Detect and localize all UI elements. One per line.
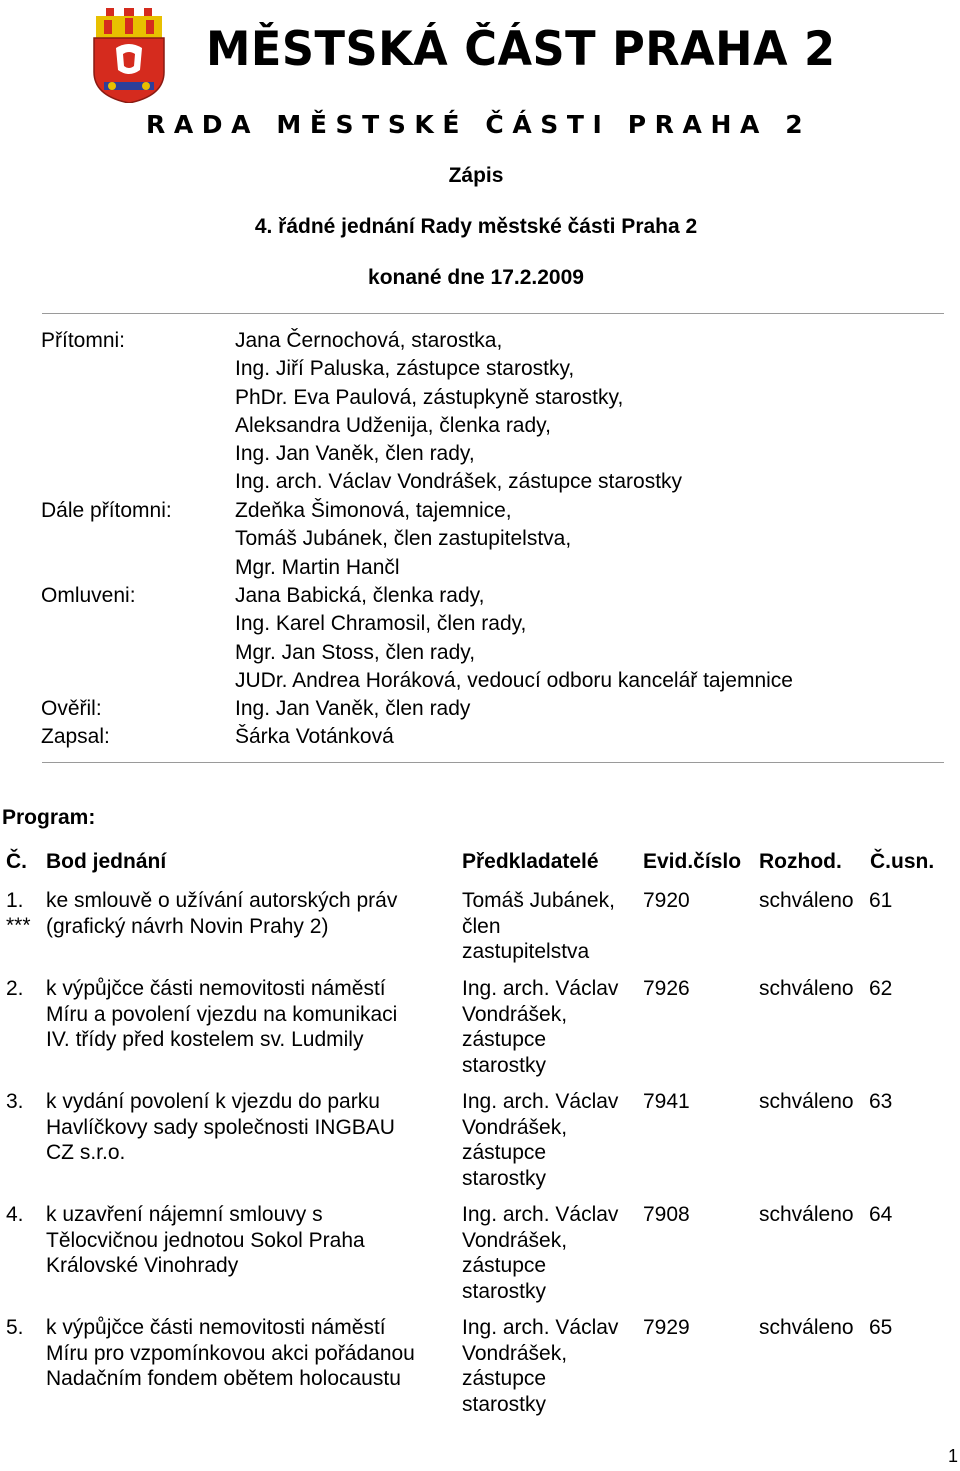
meeting-title: 4. řádné jednání Rady městské části Praha 2	[254, 215, 698, 238]
recorded-by-value: Šárka Votánková	[235, 725, 394, 748]
attendee-line: Ing. Karel Chramosil, člen rady,	[235, 612, 527, 636]
excused-value	[235, 582, 793, 695]
item-line: Míru pro vzpomínkovou akci pořádanou	[46, 1341, 415, 1365]
item-line: Nadačním fondem obětem holocaustu	[46, 1367, 401, 1390]
row-item	[46, 976, 397, 1053]
row-presenter	[462, 1315, 618, 1417]
bottom-divider	[42, 762, 944, 763]
row-resolution: 61	[869, 889, 893, 912]
row-number: 3.	[6, 1090, 24, 1113]
row-number: 4.	[6, 1203, 24, 1226]
item-line: Královské Vinohrady	[46, 1254, 239, 1277]
program-heading: Program:	[2, 806, 96, 829]
presenter-line: zastupitelstva	[462, 940, 590, 963]
presenter-line: Vondrášek,	[462, 1115, 568, 1139]
presenter-line: Vondrášek,	[462, 1228, 568, 1252]
present-value	[235, 327, 682, 497]
masthead-title: MĚSTSKÁ ČÁST PRAHA 2	[206, 22, 836, 77]
row-resolution: 64	[869, 1203, 893, 1226]
meeting-date: konané dne 17.2.2009	[368, 266, 584, 289]
row-evid: 7929	[643, 1316, 690, 1339]
row-resolution: 65	[869, 1316, 893, 1339]
row-resolution: 62	[869, 977, 893, 1000]
row-item	[46, 1202, 365, 1279]
present-label: Přítomni:	[41, 329, 126, 352]
presenter-line: Vondrášek,	[462, 1341, 568, 1365]
item-line: ke smlouvě o užívání autorských práv	[46, 889, 398, 912]
also-present-value	[235, 497, 571, 582]
row-presenter	[462, 888, 615, 965]
row-decision: schváleno	[759, 1316, 854, 1339]
verified-label: Ověřil:	[41, 697, 102, 720]
praha2-crest-logo	[90, 8, 168, 103]
row-decision: schváleno	[759, 889, 854, 912]
row-evid: 7908	[643, 1203, 690, 1226]
attendee-line: JUDr. Andrea Horáková, vedoucí odboru kancelář tajemnice	[235, 668, 793, 692]
item-line: CZ s.r.o.	[46, 1141, 126, 1164]
presenter-line: starostky	[462, 1053, 547, 1077]
item-line: k výpůjčce části nemovitosti náměstí	[46, 1316, 386, 1339]
attendee-line: Zdeňka Šimonová, tajemnice,	[235, 499, 512, 522]
row-mark: ***	[6, 914, 31, 937]
recorded-by-label: Zapsal:	[41, 725, 110, 748]
attendee-line: Jana Babická, členka rady,	[235, 584, 485, 607]
presenter-line: starostky	[462, 1392, 547, 1416]
row-presenter	[462, 1202, 618, 1304]
attendee-line: Mgr. Jan Stoss, člen rady,	[235, 640, 476, 664]
attendee-line: PhDr. Eva Paulová, zástupkyně starostky,	[235, 385, 624, 409]
item-line: Tělocvičnou jednotou Sokol Praha	[46, 1228, 365, 1252]
row-number: 5.	[6, 1316, 24, 1339]
column-header-number: Č.	[6, 850, 27, 873]
row-decision: schváleno	[759, 1090, 854, 1113]
attendee-line: Tomáš Jubánek, člen zastupitelstva,	[235, 527, 572, 551]
column-header-resolution: Č.usn.	[870, 850, 935, 873]
attendee-line: Aleksandra Udženija, členka rady,	[235, 413, 551, 437]
presenter-line: Ing. arch. Václav	[462, 1316, 619, 1339]
item-line: Havlíčkovy sady společnosti INGBAU	[46, 1115, 395, 1139]
column-header-evid: Evid.číslo	[643, 850, 742, 873]
row-presenter	[462, 1089, 618, 1191]
row-number: 2.	[6, 977, 24, 1000]
presenter-line: Ing. arch. Václav	[462, 1203, 619, 1226]
excused-label: Omluveni:	[41, 584, 136, 607]
column-header-presenter: Předkladatelé	[462, 850, 599, 873]
presenter-line: Ing. arch. Václav	[462, 977, 619, 1000]
item-line: k uzavření nájemní smlouvy s	[46, 1203, 323, 1226]
also-present-label: Dále přítomni:	[41, 499, 172, 522]
row-presenter	[462, 976, 618, 1078]
row-number: 1.	[6, 889, 24, 912]
page-number: 1	[948, 1446, 959, 1466]
row-evid: 7926	[643, 977, 690, 1000]
attendee-line: Ing. arch. Václav Vondrášek, zástupce starostky	[235, 470, 683, 494]
presenter-line: Ing. arch. Václav	[462, 1090, 619, 1113]
item-line: (grafický návrh Novin Prahy 2)	[46, 914, 329, 938]
attendee-line: Ing. Jan Vaněk, člen rady,	[235, 442, 475, 466]
item-line: Míru a povolení vjezdu na komunikaci	[46, 1002, 398, 1026]
row-decision: schváleno	[759, 977, 854, 1000]
column-header-item: Bod jednání	[46, 850, 167, 873]
attendee-line: Jana Černochová, starostka,	[235, 329, 503, 352]
presenter-line: zástupce	[462, 1141, 547, 1164]
item-line: k výpůjčce části nemovitosti náměstí	[46, 977, 386, 1000]
presenter-line: zástupce	[462, 1028, 547, 1051]
item-line: k vydání povolení k vjezdu do parku	[46, 1090, 380, 1113]
item-line: IV. třídy před kostelem sv. Ludmily	[46, 1028, 364, 1051]
row-item	[46, 1315, 415, 1392]
attendee-line: Ing. Jiří Paluska, zástupce starostky,	[235, 357, 575, 381]
row-evid: 7920	[643, 889, 690, 912]
presenter-line: Vondrášek,	[462, 1002, 568, 1026]
row-evid: 7941	[643, 1090, 690, 1113]
presenter-line: zástupce	[462, 1367, 547, 1390]
row-decision: schváleno	[759, 1203, 854, 1226]
presenter-line: starostky	[462, 1166, 547, 1190]
row-resolution: 63	[869, 1090, 893, 1113]
attendee-line: Mgr. Martin Hančl	[235, 555, 400, 579]
top-divider	[42, 313, 944, 314]
presenter-line: zástupce	[462, 1254, 547, 1277]
row-item	[46, 1089, 395, 1166]
presenter-line: starostky	[462, 1279, 547, 1303]
presenter-line: člen	[462, 914, 501, 938]
masthead-subtitle: RADA MĚSTSKÉ ČÁSTI PRAHA 2	[146, 110, 812, 139]
presenter-line: Tomáš Jubánek,	[462, 889, 615, 912]
document-heading: Zápis	[448, 164, 504, 187]
row-item	[46, 888, 397, 939]
verified-value: Ing. Jan Vaněk, člen rady	[235, 697, 471, 720]
column-header-decision: Rozhod.	[759, 850, 842, 873]
